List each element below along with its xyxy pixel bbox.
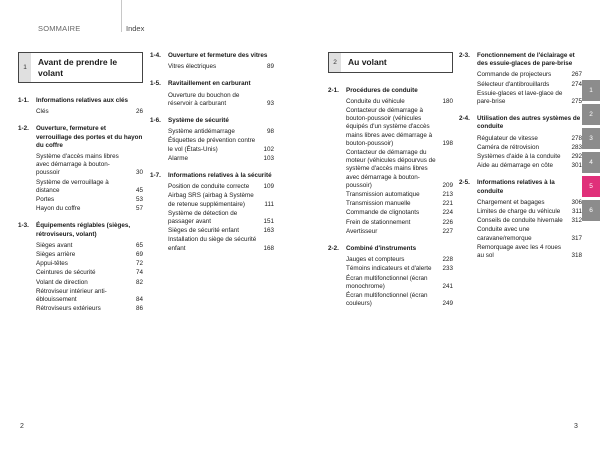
toc-group-title: Informations relatives aux clés — [36, 97, 129, 104]
toc-entry-title: Installation du siège de sécurité enfant — [168, 236, 257, 252]
toc-entry[interactable] — [346, 265, 453, 273]
chapter-tab-6[interactable]: 6 — [582, 200, 600, 221]
toc-group-heading[interactable] — [18, 125, 143, 150]
toc-group — [18, 97, 143, 116]
toc-group-number: 1-5. — [150, 80, 161, 88]
toc-entry-page: 57 — [135, 205, 143, 213]
toc-entry[interactable] — [168, 183, 274, 191]
toc-entry[interactable] — [36, 260, 143, 268]
toc-entry[interactable] — [36, 251, 143, 259]
toc-entry-title: Remorquage avec les 4 roues au sol — [477, 243, 562, 260]
toc-entry-page: 163 — [263, 227, 274, 235]
toc-entry-title: Témoins indicateurs et d'alerte — [346, 265, 432, 273]
tab-index[interactable]: Index — [126, 24, 145, 33]
toc-group-heading[interactable] — [328, 87, 453, 95]
left-column-2 — [150, 52, 274, 262]
toc-entry-page: 198 — [442, 139, 453, 147]
toc-entry-title: Essuie-glaces et lave-glace de pare-brise — [477, 89, 563, 106]
toc-group-title: Ouverture, fermeture et verrouillage des portes et du hayon du coffre — [36, 125, 143, 149]
toc-entry[interactable] — [477, 153, 582, 161]
toc-entry-page: 278 — [571, 134, 582, 142]
toc-entry[interactable] — [477, 71, 582, 79]
toc-group-number: 1-2. — [18, 125, 29, 133]
toc-group-number: 2-5. — [459, 179, 470, 187]
toc-entry-page: 275 — [571, 98, 582, 106]
toc-entry[interactable] — [36, 205, 143, 213]
toc-entry-page: 317 — [571, 234, 582, 242]
toc-entry[interactable] — [477, 226, 582, 242]
toc-entry-title: Systèmes d'aide à la conduite — [477, 153, 561, 161]
toc-group-number: 1-1. — [18, 97, 29, 104]
toc-group-number: 1-6. — [150, 117, 161, 125]
toc-entry-page: 283 — [571, 143, 582, 151]
chapter-side-tabs — [582, 80, 600, 224]
section-number: 2 — [329, 53, 341, 72]
chapter-tab-2[interactable]: 2 — [582, 104, 600, 125]
toc-entry-title: Système de verrouillage à distance — [36, 178, 109, 194]
toc-entry-title: Frein de stationnement — [346, 218, 411, 226]
toc-entry-title: Position de conduite correcte — [168, 183, 250, 191]
toc-entry-page: 53 — [135, 196, 143, 204]
top-tab-bar — [0, 0, 600, 32]
toc-entry[interactable] — [36, 305, 143, 313]
toc-entry[interactable] — [346, 219, 453, 227]
toc-entry-page: 226 — [442, 218, 453, 226]
toc-entry-page: 102 — [263, 145, 274, 153]
toc-group-heading[interactable] — [18, 97, 143, 105]
toc-entry-title: Caméra de rétrovision — [477, 143, 539, 151]
page-number-left: 2 — [20, 423, 24, 430]
toc-entry-title: Rétroviseurs extérieurs — [36, 305, 101, 313]
toc-entry-title: Écran multifonctionnel (écran monochrome) — [346, 274, 428, 290]
toc-entry-title: Avertisseur — [346, 227, 378, 235]
toc-entry-title: Clés — [36, 108, 49, 116]
toc-entry-title: Sièges arrière — [36, 251, 76, 259]
toc-entry-page: 89 — [266, 63, 274, 71]
section-number: 1 — [19, 53, 31, 82]
toc-entry[interactable] — [477, 217, 582, 225]
toc-entry[interactable] — [346, 256, 453, 264]
toc-entry-page: 30 — [135, 169, 143, 177]
toc-entry-page: 224 — [442, 209, 453, 217]
toc-entry-page: 98 — [266, 128, 274, 136]
toc-entry-page: 267 — [571, 71, 582, 79]
toc-entry-page: 292 — [571, 153, 582, 161]
right-column-2 — [459, 52, 582, 269]
toc-group — [328, 245, 453, 308]
toc-group — [150, 80, 274, 108]
toc-entry[interactable] — [168, 92, 274, 108]
toc-group-title: Informations relatives à la conduite — [477, 179, 555, 195]
toc-group-heading[interactable] — [328, 245, 453, 253]
toc-entry-page: 86 — [135, 305, 143, 313]
toc-entry[interactable] — [477, 81, 582, 89]
toc-entry-page: 180 — [442, 97, 453, 105]
section-title: Au volant — [348, 57, 387, 67]
toc-entry[interactable] — [36, 279, 143, 287]
toc-entry[interactable] — [168, 128, 274, 136]
toc-entry[interactable] — [477, 90, 582, 106]
chapter-tab-3[interactable]: 3 — [582, 128, 600, 149]
toc-entry[interactable] — [36, 196, 143, 204]
toc-entry-title: Airbag SRS (airbag à Système de retenue supplémentaire) — [168, 192, 254, 208]
toc-entry-title: Conduite du véhicule — [346, 97, 405, 105]
toc-entry-page: 311 — [571, 208, 582, 216]
toc-group-title: Équipements réglables (sièges, rétroviseurs, volant) — [36, 222, 131, 238]
toc-group-heading[interactable] — [459, 179, 582, 195]
toc-entry[interactable] — [36, 288, 143, 304]
toc-entry-page: 26 — [135, 108, 143, 116]
toc-entry-page: 249 — [442, 300, 453, 308]
toc-entry-title: Sélecteur d'antibrouillards — [477, 80, 550, 88]
toc-entry-page: 151 — [263, 218, 274, 226]
toc-entry[interactable] — [346, 149, 453, 190]
chapter-tab-5[interactable]: 5 — [582, 176, 600, 197]
toc-group-title: Procédures de conduite — [346, 86, 418, 94]
toc-group-number: 2-2. — [328, 244, 339, 252]
toc-entry[interactable] — [477, 162, 582, 170]
toc-entry-title: Rétroviseur intérieur anti-éblouissement — [36, 287, 107, 304]
toc-entry-page: 168 — [263, 244, 274, 252]
toc-entry-title: Écran multifonctionnel (écran couleurs) — [346, 291, 428, 308]
toc-group-number: 1-3. — [18, 222, 29, 230]
toc-group — [459, 179, 582, 260]
toc-entry[interactable] — [477, 144, 582, 152]
toc-group-number: 2-1. — [328, 86, 339, 94]
toc-entry[interactable] — [477, 208, 582, 216]
toc-entry-page: 45 — [135, 186, 143, 194]
toc-group-title: Informations relatives à la sécurité — [168, 172, 272, 180]
toc-entry-page: 72 — [135, 260, 143, 268]
toc-group-heading[interactable] — [18, 222, 143, 238]
toc-group — [150, 52, 274, 71]
toc-entry-page: 103 — [263, 154, 274, 162]
toc-entry-title: Transmission manuelle — [346, 200, 411, 208]
toc-entry-title: Chargement et bagages — [477, 198, 545, 206]
page-number-right: 3 — [574, 423, 578, 430]
toc-entry-title: Commande de clignotants — [346, 209, 420, 217]
tab-sommaire[interactable] — [0, 0, 122, 32]
toc-group — [459, 52, 582, 106]
toc-entry[interactable] — [168, 137, 274, 153]
toc-group-title: Ravitaillement en carburant — [168, 80, 251, 88]
toc-group-heading[interactable] — [150, 172, 274, 180]
toc-group-heading[interactable] — [150, 52, 274, 60]
toc-entry[interactable] — [168, 227, 274, 235]
toc-entry[interactable] — [346, 292, 453, 308]
toc-entry-page: 209 — [442, 181, 453, 189]
toc-entry-page: 213 — [442, 190, 453, 198]
toc-group-number: 2-4. — [459, 115, 470, 123]
toc-entry-title: Système d'accès mains libres avec démarrage à bouton-poussoir — [36, 153, 119, 177]
toc-group-title: Ouverture et fermeture des vitres — [168, 52, 268, 59]
toc-entry-page: 227 — [442, 227, 453, 235]
toc-entry[interactable] — [36, 269, 143, 277]
right-column-1 — [328, 52, 453, 317]
toc-entry[interactable] — [346, 98, 453, 106]
toc-group — [328, 87, 453, 236]
toc-entry[interactable] — [477, 135, 582, 143]
toc-group — [459, 115, 582, 170]
toc-entry[interactable] — [346, 107, 453, 148]
toc-group-title: Utilisation des autres systèmes de conduite — [477, 115, 581, 131]
toc-entry-page: 228 — [442, 256, 453, 264]
toc-entry-title: Jauges et compteurs — [346, 256, 405, 264]
toc-entry[interactable] — [346, 200, 453, 208]
toc-group — [150, 117, 274, 163]
toc-entry-title: Aide au démarrage en côte — [477, 162, 553, 170]
toc-entry-page: 74 — [135, 269, 143, 277]
section-header-2[interactable] — [328, 52, 453, 73]
toc-group-title: Système de sécurité — [168, 117, 229, 125]
toc-group — [18, 125, 143, 213]
section-header-1[interactable] — [18, 52, 143, 83]
section-title: Avant de prendre le volant — [38, 57, 118, 78]
toc-entry[interactable] — [346, 209, 453, 217]
toc-entry-title: Hayon du coffre — [36, 205, 81, 213]
toc-entry-title: Conduite avec une caravane/remorque — [477, 226, 532, 242]
toc-entry-page: 301 — [571, 162, 582, 170]
toc-entry-page: 65 — [135, 241, 143, 249]
toc-group — [18, 222, 143, 313]
toc-group-number: 2-3. — [459, 52, 470, 59]
toc-group-heading[interactable] — [150, 80, 274, 88]
toc-entry[interactable] — [168, 155, 274, 163]
toc-entry-page: 111 — [264, 200, 274, 208]
toc-entry[interactable] — [168, 210, 274, 226]
toc-group-title: Combiné d'instruments — [346, 244, 417, 252]
toc-entry-title: Volant de direction — [36, 278, 88, 286]
toc-entry-title: Système de détection de passager avant — [168, 209, 238, 226]
toc-entry[interactable] — [346, 275, 453, 291]
toc-entry-title: Commande de projecteurs — [477, 71, 552, 79]
toc-entry-title: Contacteur de démarrage du moteur (véhicules dépourvus de système d'accès mains libres avec démarrage à bouton-poussoir) — [346, 148, 436, 189]
toc-entry[interactable] — [36, 153, 143, 178]
toc-entry[interactable] — [36, 179, 143, 195]
toc-entry-page: 82 — [135, 278, 143, 286]
toc-entry[interactable] — [36, 108, 143, 116]
chapter-tab-4[interactable]: 4 — [582, 152, 600, 173]
toc-entry-title: Sièges avant — [36, 241, 73, 249]
toc-entry-page: 221 — [442, 200, 453, 208]
toc-entry-page: 318 — [571, 252, 582, 260]
toc-group — [150, 172, 274, 253]
toc-entry-page: 312 — [571, 217, 582, 225]
tab-sommaire-label: SOMMAIRE — [38, 24, 81, 33]
left-column-1 — [18, 52, 143, 322]
toc-entry-page: 274 — [571, 80, 582, 88]
toc-entry[interactable] — [346, 191, 453, 199]
toc-entry-title: Ceintures de sécurité — [36, 269, 96, 277]
chapter-tab-1[interactable]: 1 — [582, 80, 600, 101]
toc-entry-page: 69 — [135, 251, 143, 259]
toc-entry[interactable] — [477, 244, 582, 260]
toc-entry-title: Alarme — [168, 154, 188, 162]
toc-entry-page: 241 — [442, 282, 453, 290]
toc-entry[interactable] — [346, 228, 453, 236]
toc-entry-title: Ouverture du bouchon de réservoir à carburant — [168, 91, 240, 107]
toc-group-title: Fonctionnement de l'éclairage et des essuie-glaces de pare-brise — [477, 52, 575, 68]
toc-group-number: 1-4. — [150, 52, 161, 59]
toc-entry-page: 306 — [571, 198, 582, 206]
toc-group-heading[interactable] — [150, 117, 274, 125]
toc-entry-title: Étiquettes de prévention contre le vol (États-Unis) — [168, 137, 256, 153]
toc-group-heading[interactable] — [459, 115, 582, 131]
toc-entry-title: Limites de charge du véhicule — [477, 208, 561, 216]
toc-entry-title: Contacteur de démarrage à bouton-poussoir (véhicules équipés d'un système d'accès mains libres avec démarrage à bouton-poussoir) — [346, 106, 433, 147]
toc-group-heading[interactable] — [459, 52, 582, 68]
toc-entry-page: 84 — [135, 296, 143, 304]
toc-entry-title: Appui-têtes — [36, 260, 68, 268]
toc-entry[interactable] — [168, 192, 274, 208]
toc-entry-title: Portes — [36, 196, 55, 204]
toc-entry-page: 109 — [263, 183, 274, 191]
toc-entry[interactable] — [168, 236, 274, 252]
toc-entry-title: Régulateur de vitesse — [477, 134, 538, 142]
toc-entry-title: Sièges de sécurité enfant — [168, 227, 240, 235]
toc-entry-title: Conseils de conduite hivernale — [477, 217, 563, 225]
toc-group-number: 1-7. — [150, 172, 161, 180]
toc-entry-page: 93 — [266, 99, 274, 107]
toc-entry-title: Transmission automatique — [346, 190, 420, 198]
toc-entry[interactable] — [36, 242, 143, 250]
toc-entry[interactable] — [168, 63, 274, 71]
toc-entry-title: Système antidémarrage — [168, 128, 235, 136]
toc-entry[interactable] — [477, 199, 582, 207]
toc-entry-page: 233 — [442, 265, 453, 273]
toc-entry-title: Vitres électriques — [168, 63, 217, 71]
